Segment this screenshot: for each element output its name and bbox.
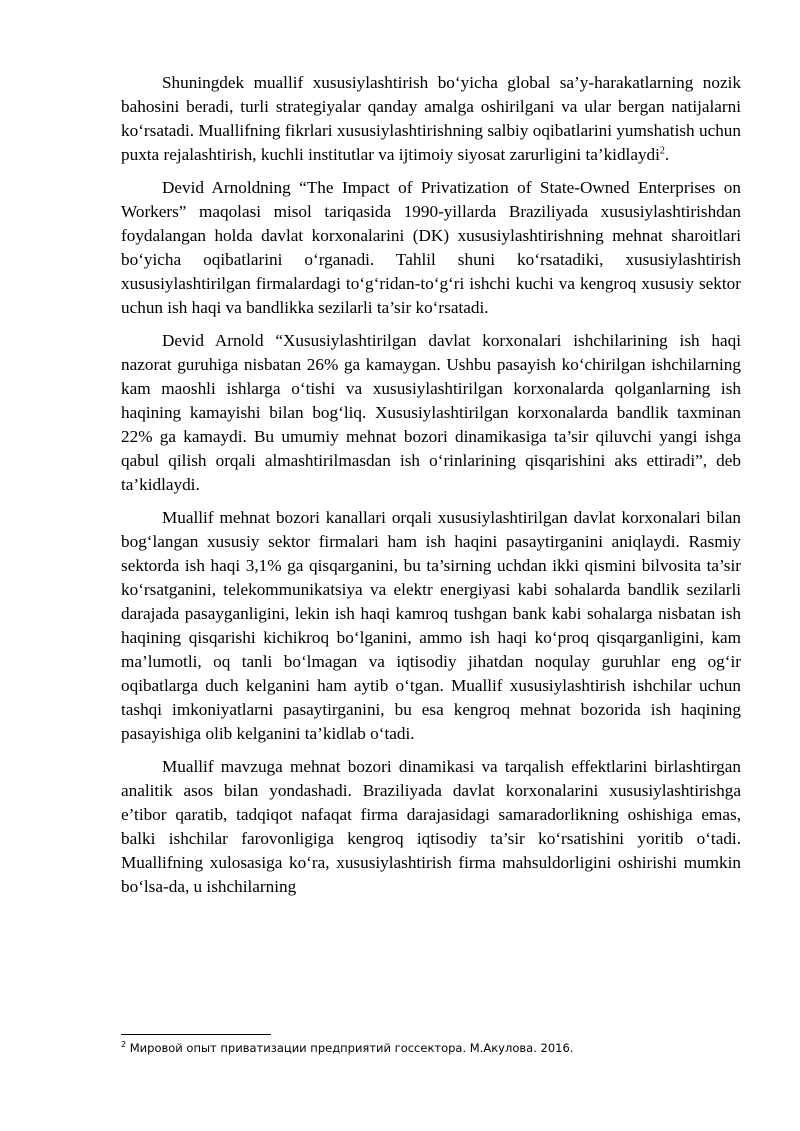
paragraph-1-text: Shuningdek muallif xususiylashtirish bo‘yicha global sa’y-harakatlarning nozik bahosini beradi, turli strategiyalar qanday amalga oshirilgani va ular bergan natijalarni ko‘rsatadi. Muallifning fikrlari xususiylashtirishning salbiy oqibatlarini yumshatish uchun puxta rejalashtirish, kuchli institutlar va ijtimoiy siyosat zarurligini ta’kidlaydi	[121, 73, 741, 164]
paragraph-4: Muallif mehnat bozori kanallari orqali xususiylashtirilgan davlat korxonalari bilan bog‘langan xususiy sektor firmalari ham ish haqini pasaytirganini aniqlaydi. Rasmiy sektorda ish haqi 3,1% ga qisqarganini, bu ta’sirning uchdan ikki qismini bilvosita ta’sir ko‘rsatganini, telekommunikatsiya va elektr energiyasi kabi sohalarda bandlik sezilarli darajada pasayganligini, lekin ish haqi kamroq tushgan bank kabi sohalarga nisbatan ish haqining qisqarishi kichikroq bo‘lganini, ammo ish haqi ko‘proq qisqarganligini, kam ma’lumotli, oq tanli bo‘lmagan va iqtisodiy jihatdan noqulay guruhlar eng og‘ir oqibatlarga duch kelganini ham aytib o‘tgan. Muallif xususiylashtirish ishchilar uchun tashqi imkoniyatlarni pasaytirganini, bu esa kengroq mehnat bozorida ish haqining pasayishiga olib kelganini ta’kidlab o‘tadi.	[121, 508, 741, 743]
footnote-reference: 2	[659, 145, 665, 157]
footnote-text: Мировой опыт приватизации предприятий госсектора. М.Акулова. 2016.	[126, 1041, 574, 1055]
paragraph-2: Devid Arnoldning “The Impact of Privatization of State-Owned Enterprises on Workers” maqolasi misol tariqasida 1990-yillarda Braziliyada xususiylashtirishdan foydalangan holda davlat korxonalarini (DK) xususiylashtirishning mehnat sharoitlari bo‘yicha oqibatlarini o‘rganadi. Tahlil shuni ko‘rsatadiki, xususiylashtirish xususiylashtirilgan firmalardagi to‘g‘ridan-to‘g‘ri ishchi kuchi va kengroq xususiy sektor uchun ish haqi va bandlikka sezilarli ta’sir ko‘rsatadi.	[121, 178, 741, 317]
footnote	[121, 1040, 741, 1056]
paragraph-1-tail: .	[664, 145, 670, 164]
paragraph-5: Muallif mavzuga mehnat bozori dinamikasi va tarqalish effektlarini birlashtirgan analitik asos bilan yondashadi. Braziliyada davlat korxonalarini xususiylashtirishga e’tibor qaratib, tadqiqot nafaqat firma darajasidagi samaradorlikning oshishiga emas, balki ishchilar farovonligiga kengroq iqtisodiy ta’sir ko‘rsatishini yoritib o‘tadi. Muallifning xulosasiga ko‘ra, xususiylashtirish firma mahsuldorligini oshirishi mumkin bo‘lsa-da, u ishchilarning	[121, 757, 741, 896]
paragraph-3: Devid Arnold “Xususiylashtirilgan davlat korxonalari ishchilarining ish haqi nazorat guruhiga nisbatan 26% ga kamaygan. Ushbu pasayish ko‘chirilgan ishchilarning kam maoshli ishlarga o‘tishi va xususiylashtirilgan korxonalarda qolganlarning ish haqining kamayishi bilan bog‘liq. Xususiylashtirilgan korxonalarda bandlik taxminan 22% ga kamaydi. Bu umumiy mehnat bozori dinamikasiga ta’sir qiluvchi yangi ishga qabul qilish orqali almashtirilmasdan ish o‘rinlarining qisqarishini aks ettiradi”, deb ta’kidlaydi.	[121, 331, 741, 494]
footnote-number: 2	[121, 1040, 127, 1050]
footnote-separator	[121, 1034, 271, 1035]
body-text	[121, 71, 741, 908]
paragraph-1	[121, 71, 741, 167]
